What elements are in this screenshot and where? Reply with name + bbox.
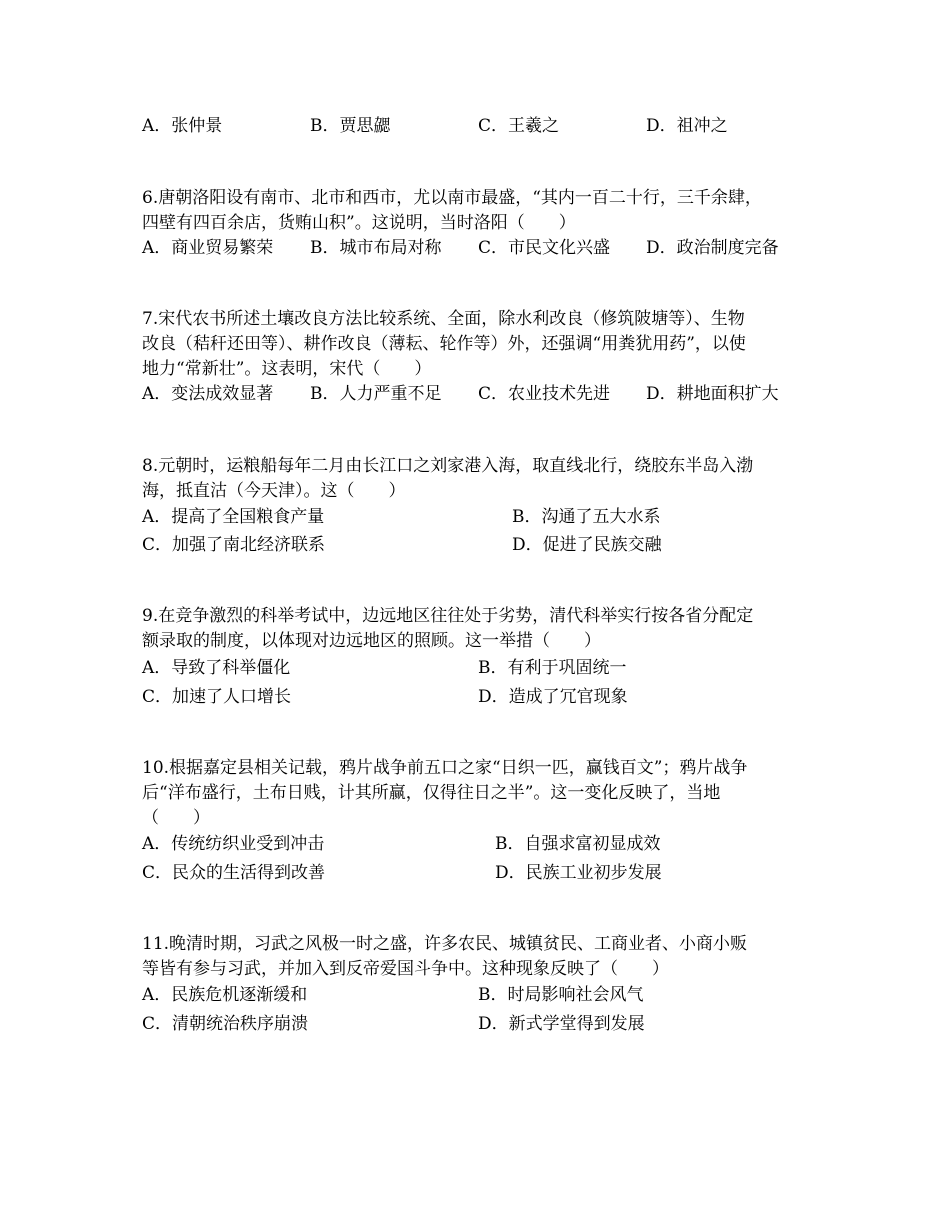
option-b: B．贾思勰 — [310, 116, 391, 136]
option-a: A．传统纺织业受到冲击 — [142, 834, 325, 854]
question-stem-line: 额录取的制度，以体现对边远地区的照顾。这一举措（ ） — [142, 631, 601, 651]
question-stem-line: 等皆有参与习武，并加入到反帝爱国斗争中。这种现象反映了（ ） — [142, 959, 669, 979]
question-stem-line: 后“洋布盛行，土布日贱，计其所赢，仅得往日之半”。这一变化反映了，当地 — [142, 783, 721, 803]
question-stem-line: 改良（秸秆还田等）、耕作改良（薄耘、轮作等）外，还强调“用粪犹用药”，以使 — [142, 334, 746, 354]
question-stem-line: 7.宋代农书所述土壤改良方法比较系统、全面，除水利改良（修筑陂塘等）、生物 — [142, 309, 745, 329]
option-c: C．加速了人口增长 — [142, 687, 292, 707]
question-stem-line: 8.元朝时，运粮船每年二月由长江口之刘家港入海，取直线北行，绕胶东半岛入渤 — [142, 456, 754, 476]
option-a: A．商业贸易繁荣 — [142, 238, 274, 258]
question-stem-line: 四壁有四百余店，货贿山积”。这说明，当时洛阳（ ） — [142, 213, 576, 233]
option-d: D．耕地面积扩大 — [646, 384, 779, 404]
option-d: D．民族工业初步发展 — [495, 863, 662, 883]
question-stem-line: 10.根据嘉定县相关记载，鸦片战争前五口之家“日织一匹，赢钱百文”；鸦片战争 — [142, 758, 748, 778]
option-c: C．民众的生活得到改善 — [142, 863, 326, 883]
question-stem-line: 9.在竞争激烈的科举考试中，边远地区往往处于劣势，清代科举实行按各省分配定 — [142, 606, 754, 626]
option-b: B．有利于巩固统一 — [478, 658, 627, 678]
option-d: D．促进了民族交融 — [512, 535, 662, 555]
option-c: C．农业技术先进 — [478, 384, 611, 404]
option-c: C．王羲之 — [478, 116, 560, 136]
option-b: B．自强求富初显成效 — [495, 834, 661, 854]
option-a: A．提高了全国粮食产量 — [142, 507, 325, 527]
question-stem-line: 6.唐朝洛阳设有南市、北市和西市，尤以南市最盛，“其内一百二十行，三千余肆， — [142, 188, 762, 208]
option-d: D．造成了冗官现象 — [478, 687, 628, 707]
option-b: B．城市布局对称 — [310, 238, 442, 258]
option-d: D．祖冲之 — [646, 116, 728, 136]
option-a: A．张仲景 — [142, 116, 223, 136]
option-c: C．市民文化兴盛 — [478, 238, 611, 258]
option-b: B．沟通了五大水系 — [512, 507, 661, 527]
option-b: B．人力严重不足 — [310, 384, 442, 404]
option-a: A．变法成效显著 — [142, 384, 274, 404]
question-stem-line: （ ） — [142, 808, 210, 828]
question-stem-line: 地力“常新壮”。这表明，宋代（ ） — [142, 359, 432, 379]
option-b: B．时局影响社会风气 — [478, 985, 644, 1005]
option-c: C．加强了南北经济联系 — [142, 535, 326, 555]
question-stem-line: 海，抵直沽（今天津）。这（ ） — [142, 481, 406, 501]
question-stem-line: 11.晚清时期，习武之风极一时之盛，许多农民、城镇贫民、工商业者、小商小贩 — [142, 934, 748, 954]
option-d: D．政治制度完备 — [646, 238, 779, 258]
option-c: C．清朝统治秩序崩溃 — [142, 1014, 309, 1034]
option-d: D．新式学堂得到发展 — [478, 1014, 645, 1034]
option-a: A．导致了科举僵化 — [142, 658, 291, 678]
option-a: A．民族危机逐渐缓和 — [142, 985, 308, 1005]
